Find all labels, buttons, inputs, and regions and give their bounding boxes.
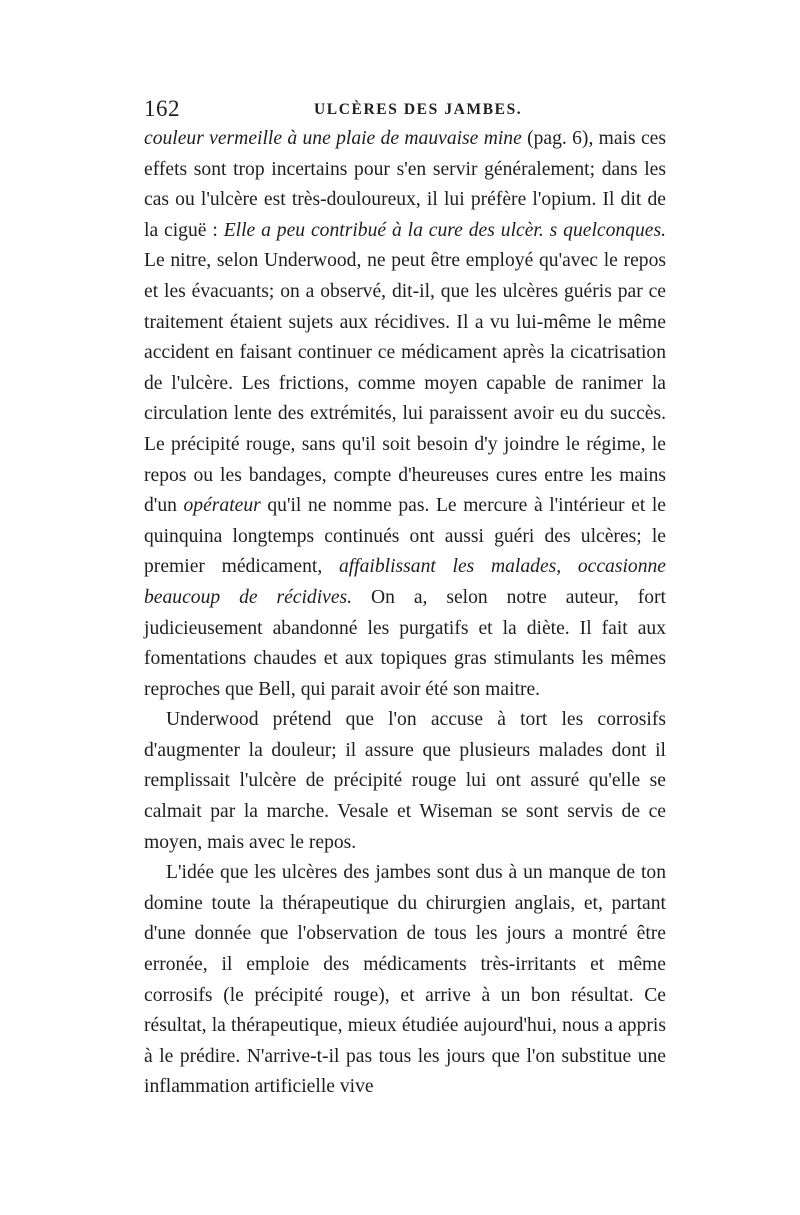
body-text: [144, 124, 666, 1103]
text-segment: L'idée que les ulcères des jambes sont dus à un manque de ton domine toute la thérapeutique du chirurgien anglais, et, partant d'une donnée que l'observation de tous les jours a montré être erronée, il emploie des médicaments très-irritants et même corrosifs (le précipité rouge), et arrive à un bon résultat. Ce résultat, la thérapeutique, mieux étudiée aujourd'hui, nous a appris à le prédire. N'arrive-t-il pas tous les jours que l'on substitue une inflammation artificielle vive: [144, 862, 666, 1098]
running-title: ULCÈRES DES JAMBES.: [314, 101, 523, 118]
text-segment: Elle a peu contribué à la cure des ulcèr. s quelconques.: [223, 219, 666, 241]
running-head: [144, 96, 666, 126]
text-segment: qu'il ne nomme pas. Le mercure à l'intérieur et le quinquina longtemps continués ont aussi guéri des ulcères; le premier médicament,: [144, 495, 666, 578]
text-segment: opérateur: [183, 495, 261, 517]
text-segment: affaiblissant les malades, occasionne beaucoup de récidives.: [144, 556, 666, 608]
text-segment: Le nitre, selon Underwood, ne peut être employé qu'avec le repos et les évacuants; on a observé, dit-il, que les ulcères guéris par ce traitement étaient sujets aux récidives. Il a vu lui-même le même accident en faisant continuer ce médicament après la cicatrisation de l'ulcère. Les frictions, comme moyen capable de ranimer la circulation lente des extrémités, lui paraissent avoir eu du succès. Le précipité rouge, sans qu'il soit besoin d'y joindre le régime, le repos ou les bandages, compte d'heureuses cures entre les mains d'un: [144, 250, 666, 517]
paragraph-2: [144, 705, 666, 858]
text-segment: couleur vermeille à une plaie de mauvaise mine: [144, 128, 522, 149]
paragraph-3: [144, 858, 666, 1103]
text-segment: On a, selon notre auteur, fort judicieusement abandonné les purgatifs et la diète. Il fait aux fomentations chaudes et aux topiques gras stimulants les mêmes reproches que Bell, qui parait avoir été son maitre.: [144, 586, 666, 700]
paragraph-1: [144, 124, 666, 705]
text-segment: (pag. 6), mais ces effets sont trop incertains pour s'en servir généralement; dans les cas ou l'ulcère est très-douloureux, il lui préfère l'opium. Il dit de la ciguë :: [144, 128, 666, 241]
page-number: 162: [144, 96, 180, 121]
text-segment: Underwood prétend que l'on accuse à tort les corrosifs d'augmenter la douleur; il assure que plusieurs malades dont il remplissait l'ulcère de précipité rouge lui ont assuré qu'elle se calmait par la marche. Vesale et Wiseman se sont servis de ce moyen, mais avec le repos.: [144, 709, 666, 853]
